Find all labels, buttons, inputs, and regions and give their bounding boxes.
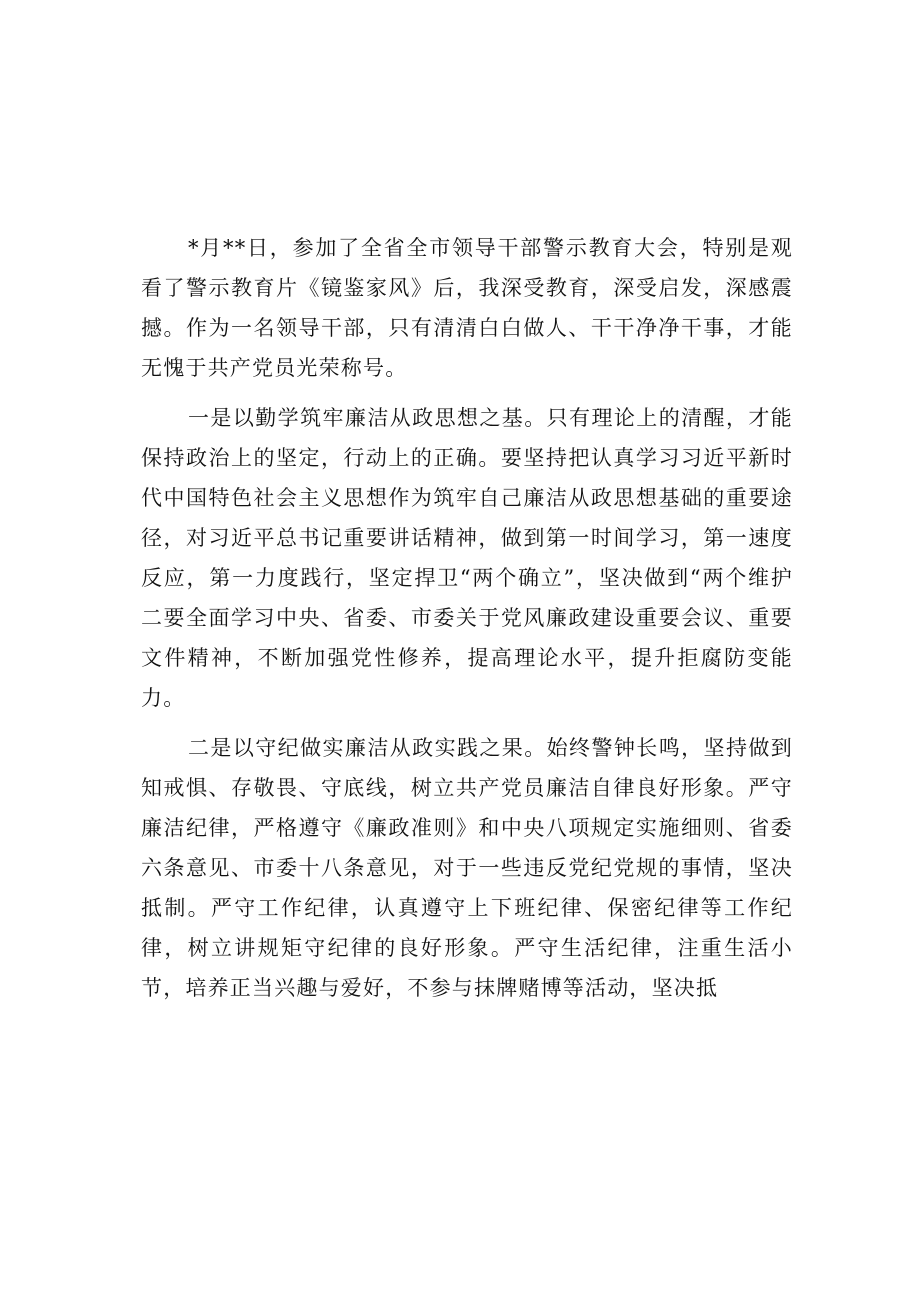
paragraph-intro: *月**日，参加了全省全市领导干部警示教育大会，特别是观看了警示教育片《镜鉴家风》后，我深受教育，深受启发，深感震撼。作为一名领导干部，只有清清白白做人、干干净净干事，才能无愧于共产党员光荣称号。 <box>141 236 793 380</box>
paragraph-point-one: 一是以勤学筑牢廉洁从政思想之基。只有理论上的清醒，才能保持政治上的坚定，行动上的正确。要坚持把认真学习习近平新时代中国特色社会主义思想作为筑牢自己廉洁从政思想基础的重要途径，对习近平总书记重要讲话精神，做到第一时间学习，第一速度反应，第一力度践行，坚定捍卫“两个确立”，坚决做到“两个维护二要全面学习中央、省委、市委关于党风廉政建设重要会议、重要文件精神，不断加强党性修养，提高理论水平，提升拒腐防变能力。 <box>141 406 793 710</box>
paragraph-point-two: 二是以守纪做实廉洁从政实践之果。始终警钟长鸣，坚持做到知戒惧、存敬畏、守底线，树立共产党员廉洁自律良好形象。严守廉洁纪律，严格遵守《廉政准则》和中央八项规定实施细则、省委六条意见、市委十八条意见，对于一些违反党纪党规的事情，坚决抵制。严守工作纪律，认真遵守上下班纪律、保密纪律等工作纪律，树立讲规矩守纪律的良好形象。严守生活纪律，注重生活小节，培养正当兴趣与爱好，不参与抹牌赌博等活动，坚决抵 <box>141 736 793 1000</box>
document-body <box>141 228 793 1008</box>
